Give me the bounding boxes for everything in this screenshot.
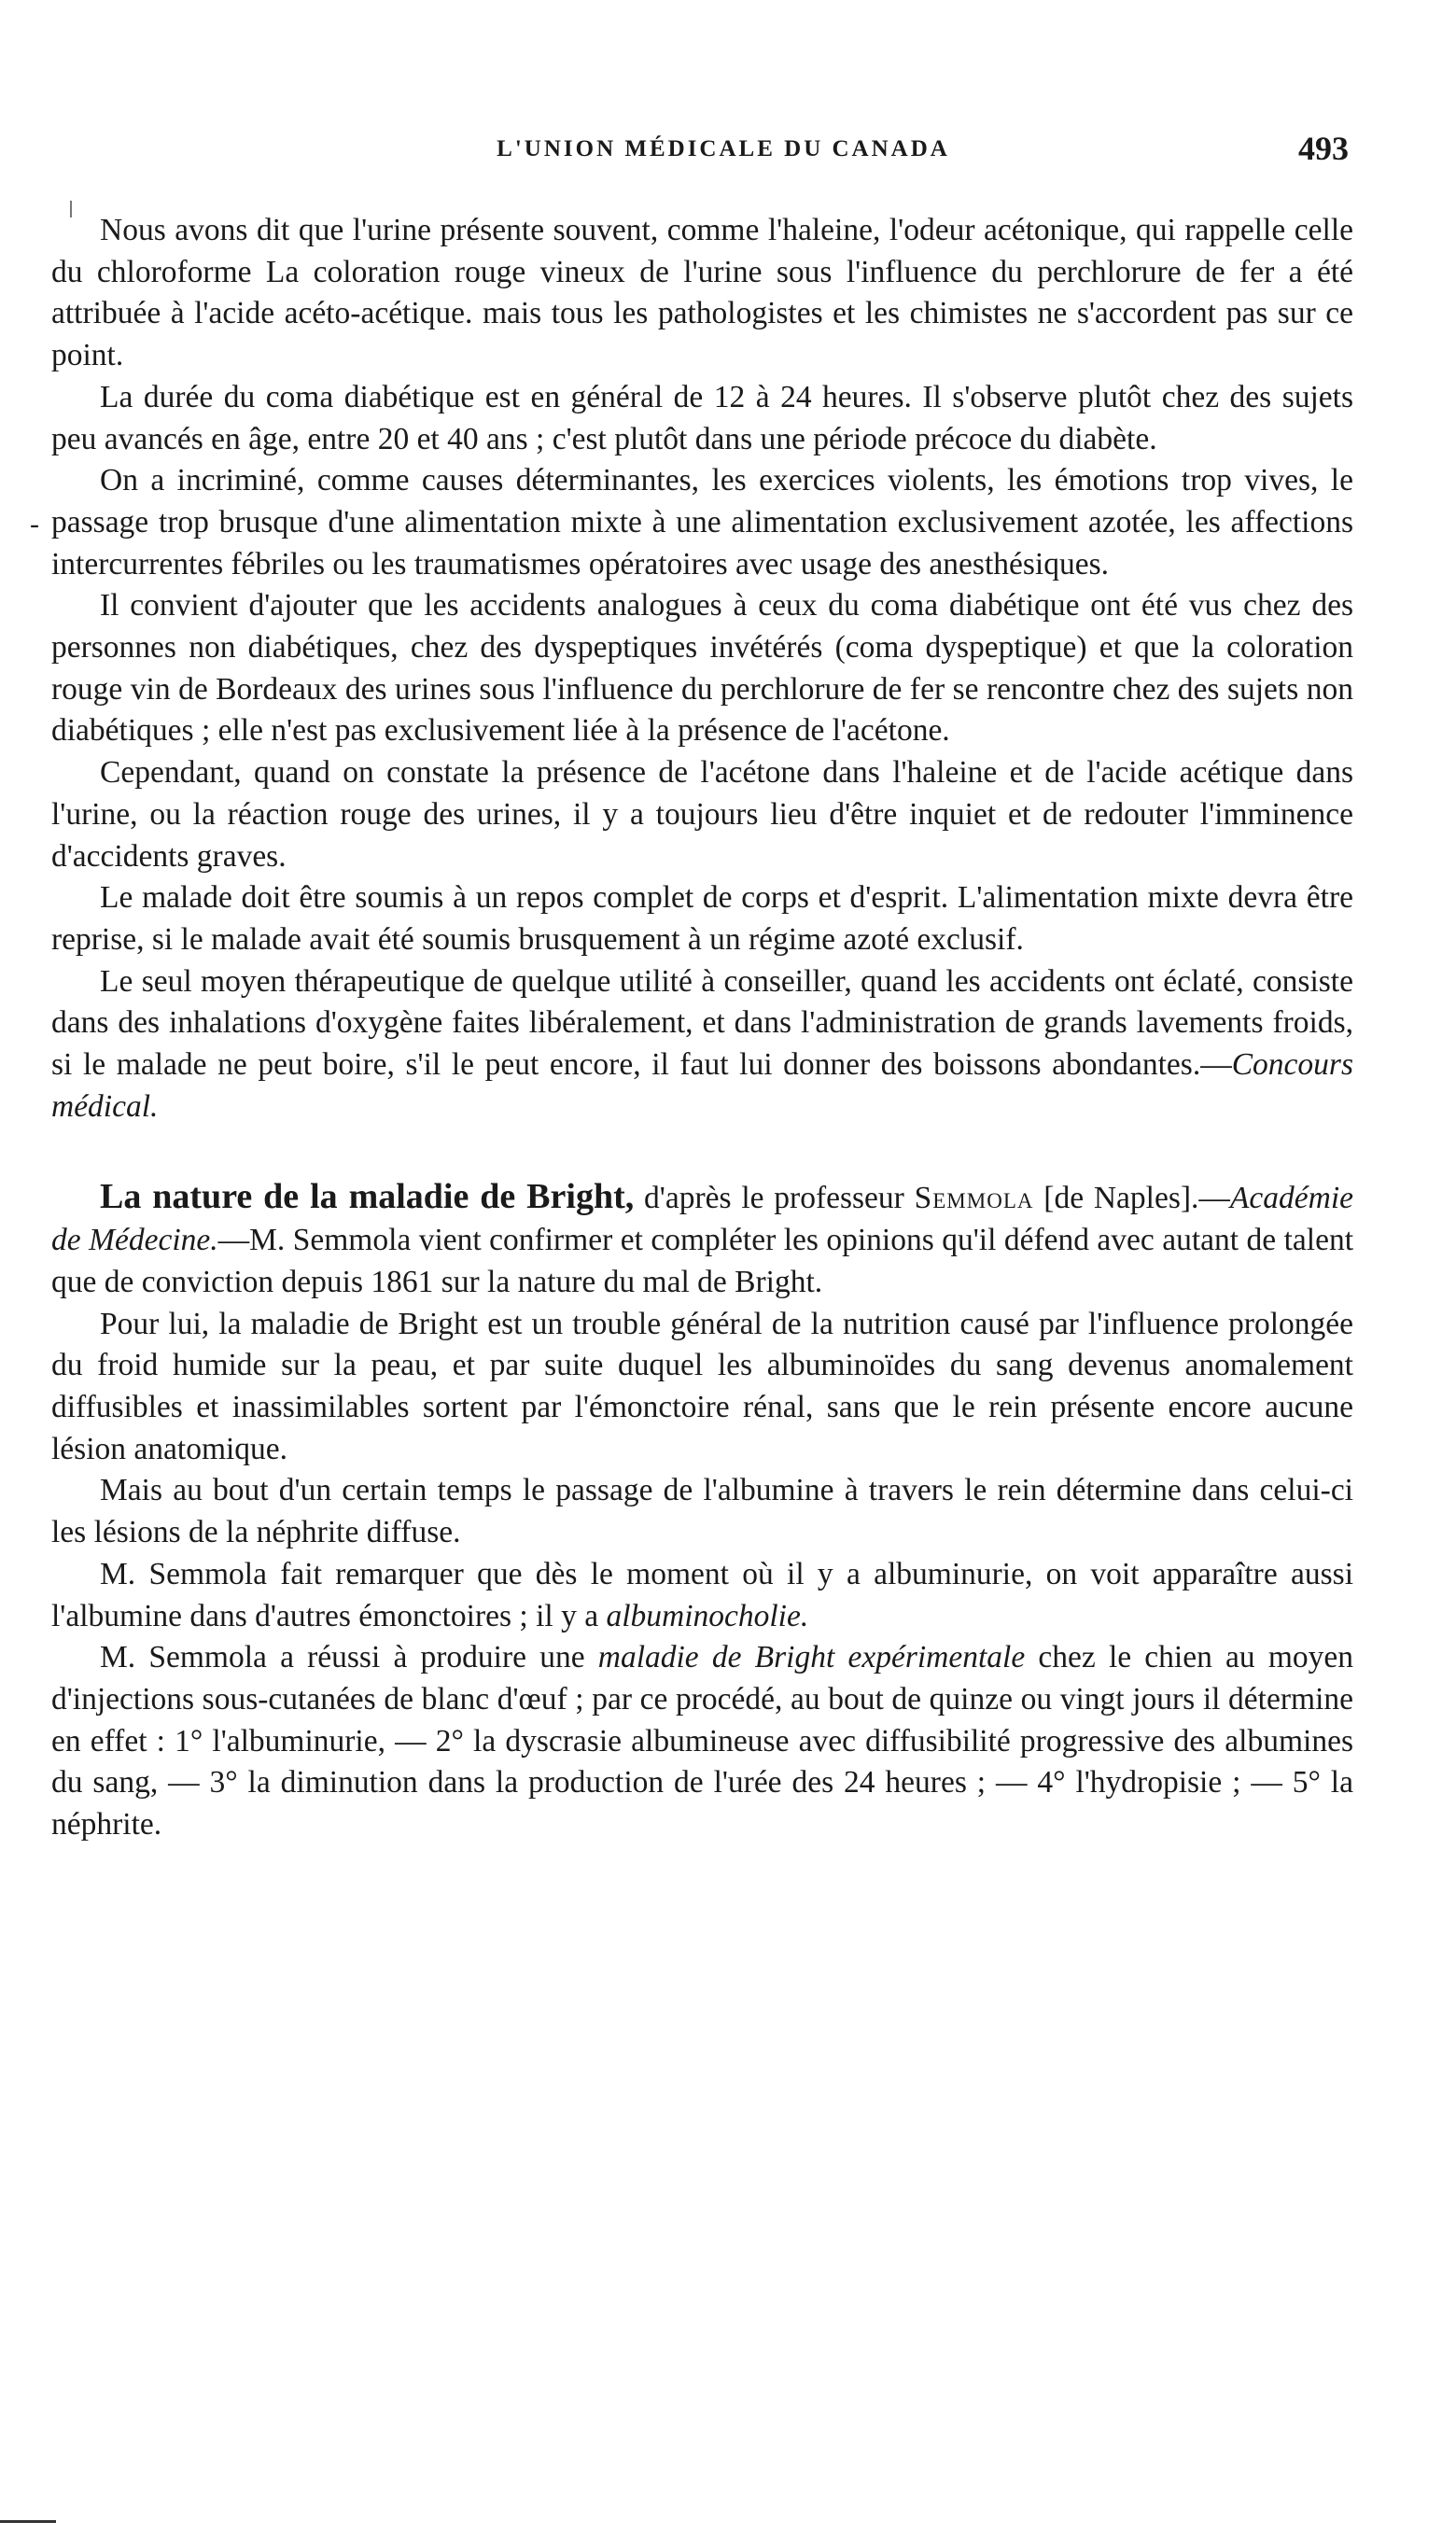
- paragraph-text: Le seul moyen thérapeutique de quelque utilité à conseiller, quand les accidents ont éclaté, consiste dans des inhalations d'oxygène faites libéralement, et dans l'administration de grands lavements froids, si le malade ne peut boire, s'il le peut encore, il faut lui donner des boissons abondantes.—: [51, 963, 1353, 1083]
- albuminocholie-term: albuminocholie.: [606, 1598, 809, 1633]
- article-paragraph: Pour lui, la maladie de Bright est un trouble général de la nutrition causé par l'influence prolongée du froid humide sur la peau, et par suite duquel les albuminoïdes du sang devenus anomalement diffusibles et inassimilables sortent par l'émonctoire rénal, sans que le rein présente encore aucune lésion anatomique.: [51, 1306, 1353, 1466]
- paragraph: Il convient d'ajouter que les accidents analogues à ceux du coma diabétique ont été vus chez des personnes non diabétiques, chez des dyspeptiques invétérés (coma dyspeptique) et que la coloration rouge vin de Bordeaux des urines sous l'influence du perchlorure de fer se rencontre chez des sujets non diabétiques ; elle n'est pas exclusivement liée à la présence de l'acétone.: [51, 588, 1353, 749]
- page-body: [51, 210, 1353, 1846]
- article-author: Semmola: [914, 1181, 1034, 1216]
- section-gap: [51, 1128, 1353, 1176]
- paragraph: Le malade doit être soumis à un repos complet de corps et d'esprit. L'alimentation mixte devra être reprise, si le malade avait été soumis brusquement à un régime azoté exclusif.: [51, 880, 1353, 957]
- final-paragraph-end: chez le chien au moyen d'injections sous-cutanées de blanc d'œuf ; par ce procédé, au bout de quinze ou vingt jours il détermine en effet : 1° l'albuminurie, — 2° la dyscrasie albumineuse avec diffusibilité progressive des albumines du sang, — 3° la diminution dans la production de l'urée des 24 heures ; — 4° l'hydropisie ; — 5° la néphrite.: [51, 1640, 1354, 1842]
- article-paragraph-text: M. Semmola fait remarquer que dès le moment où il y a albuminurie, on voit apparaître aussi l'albumine dans d'autres émonctoires ; il y a: [51, 1556, 1353, 1633]
- paragraph: Cependant, quand on constate la présence de l'acétone dans l'haleine et de l'acide acétique dans l'urine, ou la réaction rouge des urines, il y a toujours lieu d'être inquiet et de redouter l'imminence d'accidents graves.: [51, 755, 1353, 874]
- paragraph: La durée du coma diabétique est en général de 12 à 24 heures. Il s'observe plutôt chez des sujets peu avancés en âge, entre 20 et 40 ans ; c'est plutôt dans une période précoce du diabète.: [51, 379, 1353, 456]
- page-number: 493: [1298, 130, 1349, 167]
- margin-dash-mark: -: [30, 509, 39, 539]
- final-paragraph-start: M. Semmola a réussi à produire une: [100, 1640, 598, 1675]
- paragraph: Nous avons dit que l'urine présente souvent, comme l'haleine, l'odeur acétonique, qui rappelle celle du chloroforme La coloration rouge vineux de l'urine sous l'influence du perchlorure de fer a été attribuée à l'acide acéto-acétique. mais tous les pathologistes et les chimistes ne s'accordent pas sur ce point.: [51, 213, 1353, 373]
- bottom-edge-mark: [0, 2520, 56, 2523]
- article-journal: Académie de Médecine.: [51, 1181, 1353, 1258]
- article-paragraph: Mais au bout d'un certain temps le passage de l'albumine à travers le rein détermine dans celui-ci les lésions de la néphrite diffuse.: [51, 1473, 1353, 1550]
- article-lead-text: —M. Semmola vient confirmer et compléter les opinions qu'il défend avec autant de talent que de conviction depuis 1861 sur la nature du mal de Bright.: [51, 1223, 1354, 1299]
- article-final-paragraph: [51, 1637, 1353, 1846]
- source-citation: Concours médical.: [51, 1047, 1353, 1124]
- article-lead-paragraph: [51, 1176, 1353, 1303]
- experimental-disease-term: maladie de Bright expérimentale: [597, 1640, 1026, 1675]
- article-heading-after: d'après le professeur: [634, 1181, 915, 1216]
- article-paragraph: [51, 1554, 1353, 1637]
- journal-title: L'UNION MÉDICALE DU CANADA: [497, 136, 950, 161]
- article-place: [de Naples].—: [1033, 1181, 1230, 1216]
- article-heading: La nature de la maladie de Bright,: [100, 1177, 635, 1217]
- paragraph-with-source: [51, 961, 1353, 1128]
- running-head: [98, 129, 1349, 185]
- paragraph: On a incriminé, comme causes déterminantes, les exercices violents, les émotions trop vives, le passage trop brusque d'une alimentation mixte à une alimentation exclusivement azotée, les affections intercurrentes fébriles ou les traumatismes opératoires avec usage des anesthésiques.: [51, 463, 1353, 581]
